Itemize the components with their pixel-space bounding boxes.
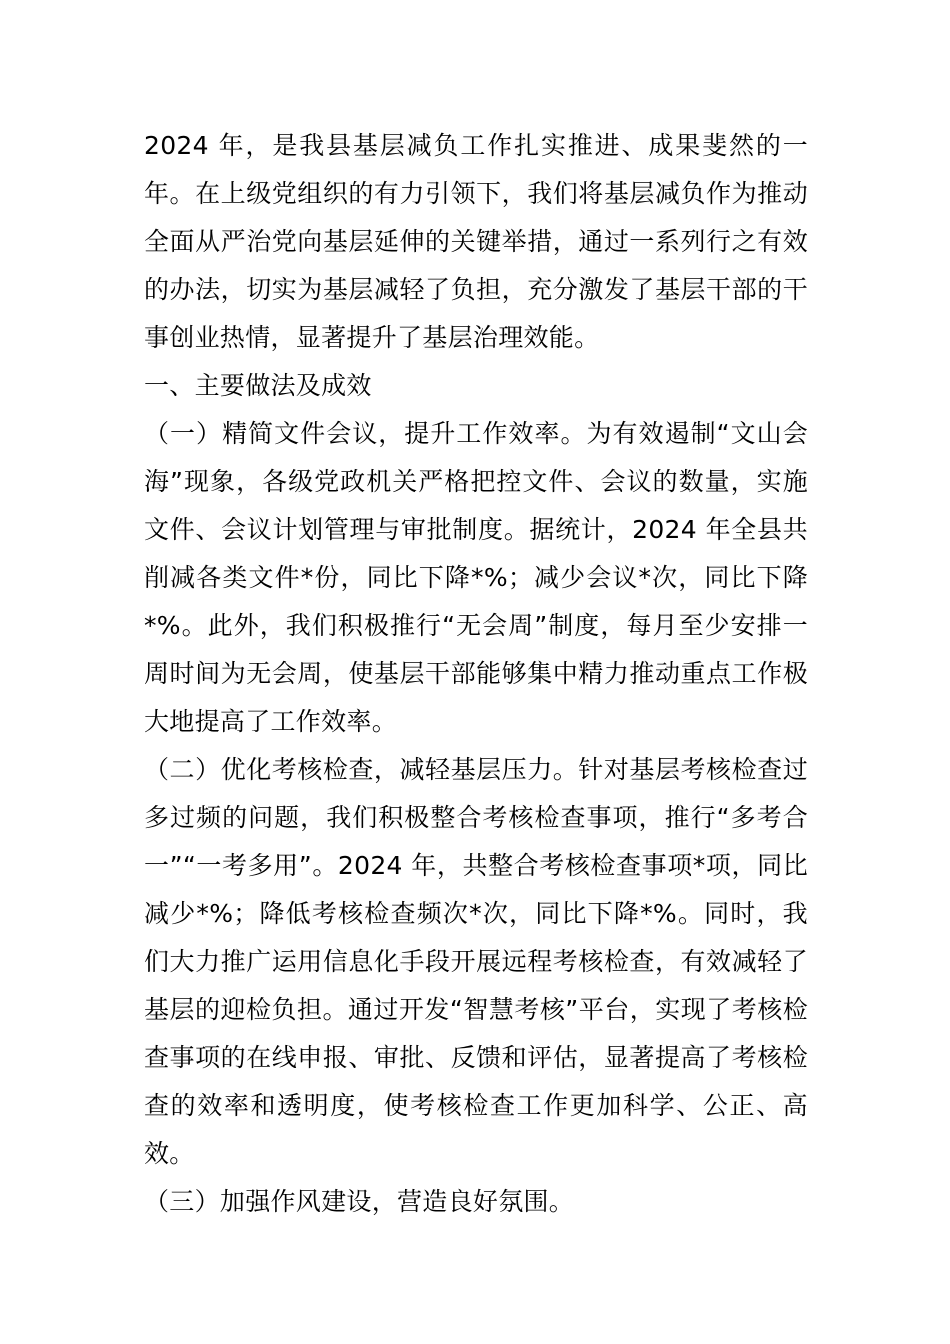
document-body [144,122,808,1226]
section-heading-main-practices: 一、主要做法及成效 [144,371,372,400]
intro-paragraph: 2024 年，是我县基层减负工作扎实推进、成果斐然的一年。在上级党组织的有力引领下，我们将基层减负作为推动全面从严治党向基层延伸的关键举措，通过一系列行之有效的办法，切实为基层减轻了负担，充分激发了基层干部的干事创业热情，显著提升了基层治理效能。 [144,131,808,352]
subsection-optimize-assessments: （二）优化考核检查，减轻基层压力。针对基层考核检查过多过频的问题，我们积极整合考核检查事项，推行“多考合一”“一考多用”。2024 年，共整合考核检查事项*项，同比减少*%；降低考核检查频次*次，同比下降*%。同时，我们大力推广运用信息化手段开展远程考核检查，有效减轻了基层的迎检负担。通过开发“智慧考核”平台，实现了考核检查事项的在线申报、审批、反馈和评估，显著提高了考核检查的效率和透明度，使考核检查工作更加科学、公正、高效。 [144,755,808,1168]
subsection-work-style: （三）加强作风建设，营造良好氛围。 [144,1187,575,1216]
subsection-streamline-documents-meetings: （一）精简文件会议，提升工作效率。为有效遏制“文山会海”现象，各级党政机关严格把控文件、会议的数量，实施文件、会议计划管理与审批制度。据统计，2024 年全县共削减各类文件*份，同比下降*%；减少会议*次，同比下降*%。此外，我们积极推行“无会周”制度，每月至少安排一周时间为无会周，使基层干部能够集中精力推动重点工作极大地提高了工作效率。 [144,419,808,736]
